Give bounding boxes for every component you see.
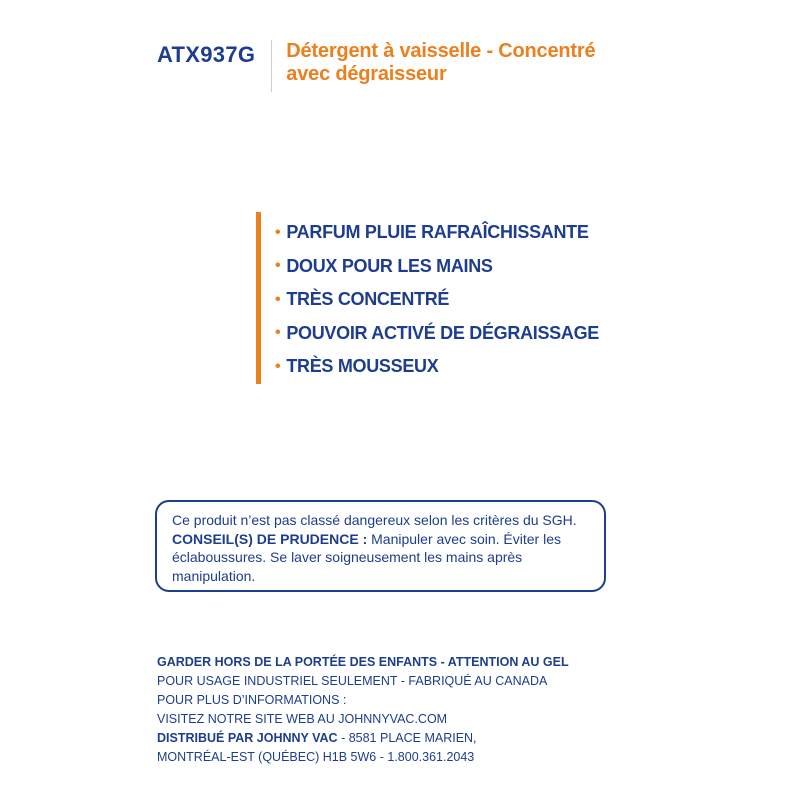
- header-divider: [271, 40, 272, 92]
- more-info-line: POUR PLUS D’INFORMATIONS :: [157, 693, 347, 707]
- distributor-line: [157, 729, 569, 748]
- bullet-icon: •: [275, 223, 281, 241]
- precaution-label: CONSEIL(S) DE PRUDENCE :: [172, 530, 368, 547]
- ghs-statement: Ce produit n’est pas classé dangereux selon les critères du SGH.: [172, 512, 577, 528]
- feature-text: POUVOIR ACTIVÉ DE DÉGRAISSAGE: [286, 322, 599, 343]
- feature-item: [275, 283, 599, 317]
- bullet-icon: •: [275, 324, 281, 342]
- feature-text: DOUX POUR LES MAINS: [286, 255, 493, 276]
- product-title: Détergent à vaisselle - Concentré avec dégraisseur: [286, 40, 596, 85]
- bullet-icon: •: [275, 357, 281, 375]
- bullet-icon: •: [275, 290, 281, 308]
- feature-text: TRÈS CONCENTRÉ: [286, 289, 450, 310]
- feature-item: [275, 250, 599, 284]
- website-line: VISITEZ NOTRE SITE WEB AU JOHNNYVAC.COM: [157, 712, 448, 726]
- safety-notice-box: [155, 500, 606, 592]
- feature-item: [275, 216, 599, 250]
- feature-item: [275, 350, 599, 384]
- label-footer: [157, 653, 569, 767]
- address-line: MONTRÉAL-EST (QUÉBEC) H1B 5W6 - 1.800.361.2043: [157, 750, 475, 764]
- precaution-text: Manipuler avec soin. Éviter les éclaboussures. Se laver soigneusement les mains après manipulation.: [172, 530, 561, 584]
- feature-text: PARFUM PLUIE RAFRAÎCHISSANTE: [286, 222, 589, 243]
- label-header: [157, 40, 626, 92]
- distributor-address: - 8581 PLACE MARIEN,: [337, 731, 477, 745]
- product-code: ATX937G: [157, 42, 256, 67]
- feature-item: [275, 317, 599, 351]
- distributor-name: DISTRIBUÉ PAR JOHNNY VAC: [157, 731, 338, 745]
- keep-away-warning: GARDER HORS DE LA PORTÉE DES ENFANTS - ATTENTION AU GEL: [157, 655, 569, 669]
- bullet-icon: •: [275, 257, 281, 275]
- industrial-use-line: POUR USAGE INDUSTRIEL SEULEMENT - FABRIQUÉ AU CANADA: [157, 674, 548, 688]
- feature-list: [256, 212, 599, 384]
- feature-text: TRÈS MOUSSEUX: [286, 356, 439, 377]
